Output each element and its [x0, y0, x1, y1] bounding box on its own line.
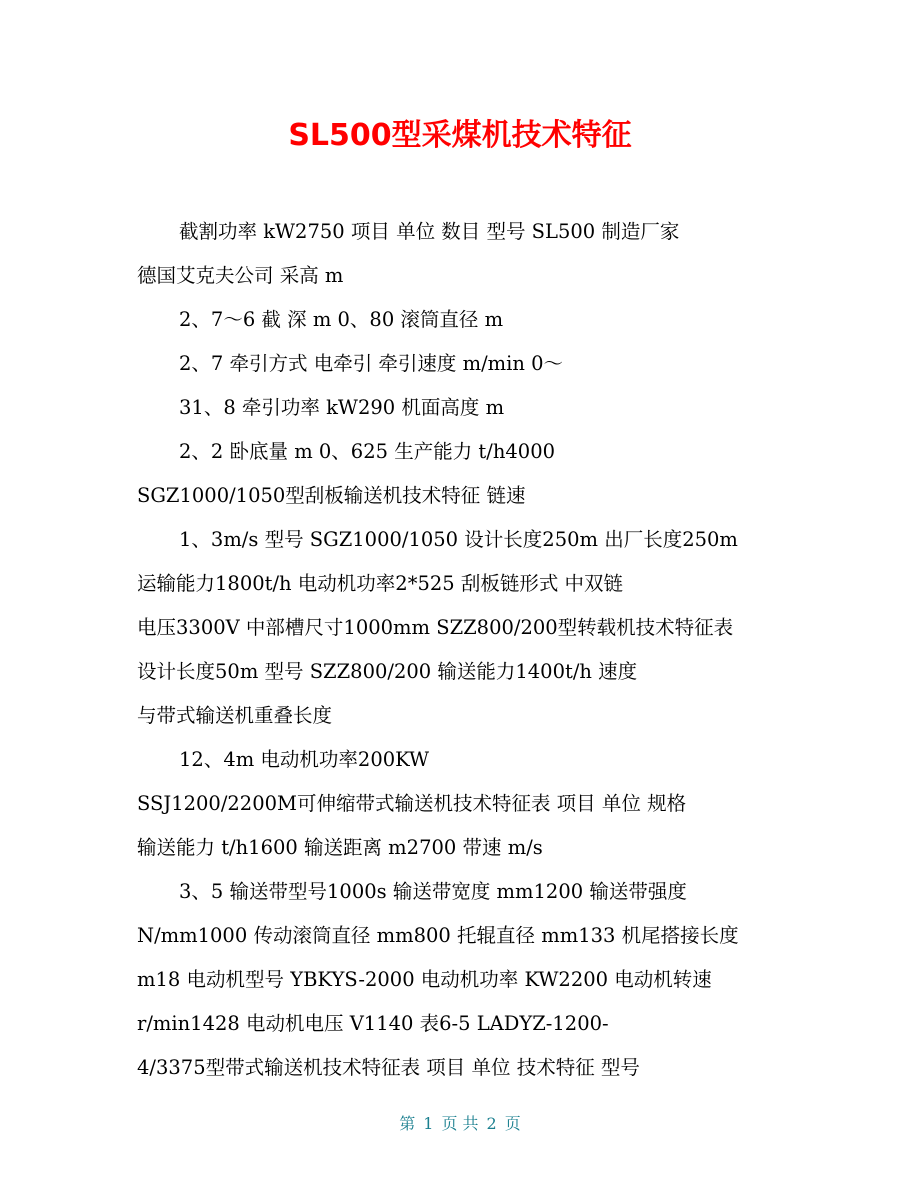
text-line: 输送能力 t/h1600 输送距离 m2700 带速 m/s — [137, 836, 543, 859]
footer-total-pages: 2 — [486, 1114, 497, 1133]
text-line: SGZ1000/1050型刮板输送机技术特征 链速 — [137, 484, 526, 507]
text-line: r/min1428 电动机电压 V1140 表6-5 LADYZ-1200- — [137, 1012, 609, 1035]
text-line: 2、7～6 截 深 m 0、80 滚筒直径 m — [179, 308, 504, 331]
text-line: 电压3300V 中部槽尺寸1000mm SZZ800/200型转载机技术特征表 — [137, 616, 734, 639]
text-line: 3、5 输送带型号1000s 输送带宽度 mm1200 输送带强度 — [179, 880, 687, 903]
footer-current-page: 1 — [423, 1114, 434, 1133]
text-line: 4/3375型带式输送机技术特征表 项目 单位 技术特征 型号 — [137, 1056, 640, 1079]
text-line: 2、7 牵引方式 电牵引 牵引速度 m/min 0～ — [179, 352, 564, 375]
footer-mid: 页 共 — [441, 1114, 479, 1133]
text-line: 运输能力1800t/h 电动机功率2*525 刮板链形式 中双链 — [137, 572, 624, 595]
text-line: N/mm1000 传动滚筒直径 mm800 托辊直径 mm133 机尾搭接长度 — [137, 924, 739, 947]
footer-suffix: 页 — [504, 1114, 521, 1133]
page-footer — [0, 1112, 920, 1136]
text-line: m18 电动机型号 YBKYS-2000 电动机功率 KW2200 电动机转速 — [137, 968, 712, 991]
text-line: 截割功率 kW2750 项目 单位 数目 型号 SL500 制造厂家 — [179, 220, 680, 243]
text-line: SSJ1200/2200M可伸缩带式输送机技术特征表 项目 单位 规格 — [137, 792, 687, 815]
document-body — [137, 210, 777, 1090]
text-line: 2、2 卧底量 m 0、625 生产能力 t/h4000 — [179, 440, 556, 463]
text-line: 与带式输送机重叠长度 — [137, 704, 333, 727]
footer-prefix: 第 — [399, 1114, 416, 1133]
text-line: 1、3m/s 型号 SGZ1000/1050 设计长度250m 出厂长度250m — [179, 528, 738, 551]
text-line: 31、8 牵引功率 kW290 机面高度 m — [179, 396, 505, 419]
document-title: SL500型采煤机技术特征 — [288, 118, 632, 153]
text-line: 设计长度50m 型号 SZZ800/200 输送能力1400t/h 速度 — [137, 660, 638, 683]
text-line: 德国艾克夫公司 采高 m — [137, 264, 344, 287]
text-line: 12、4m 电动机功率200KW — [179, 748, 430, 771]
